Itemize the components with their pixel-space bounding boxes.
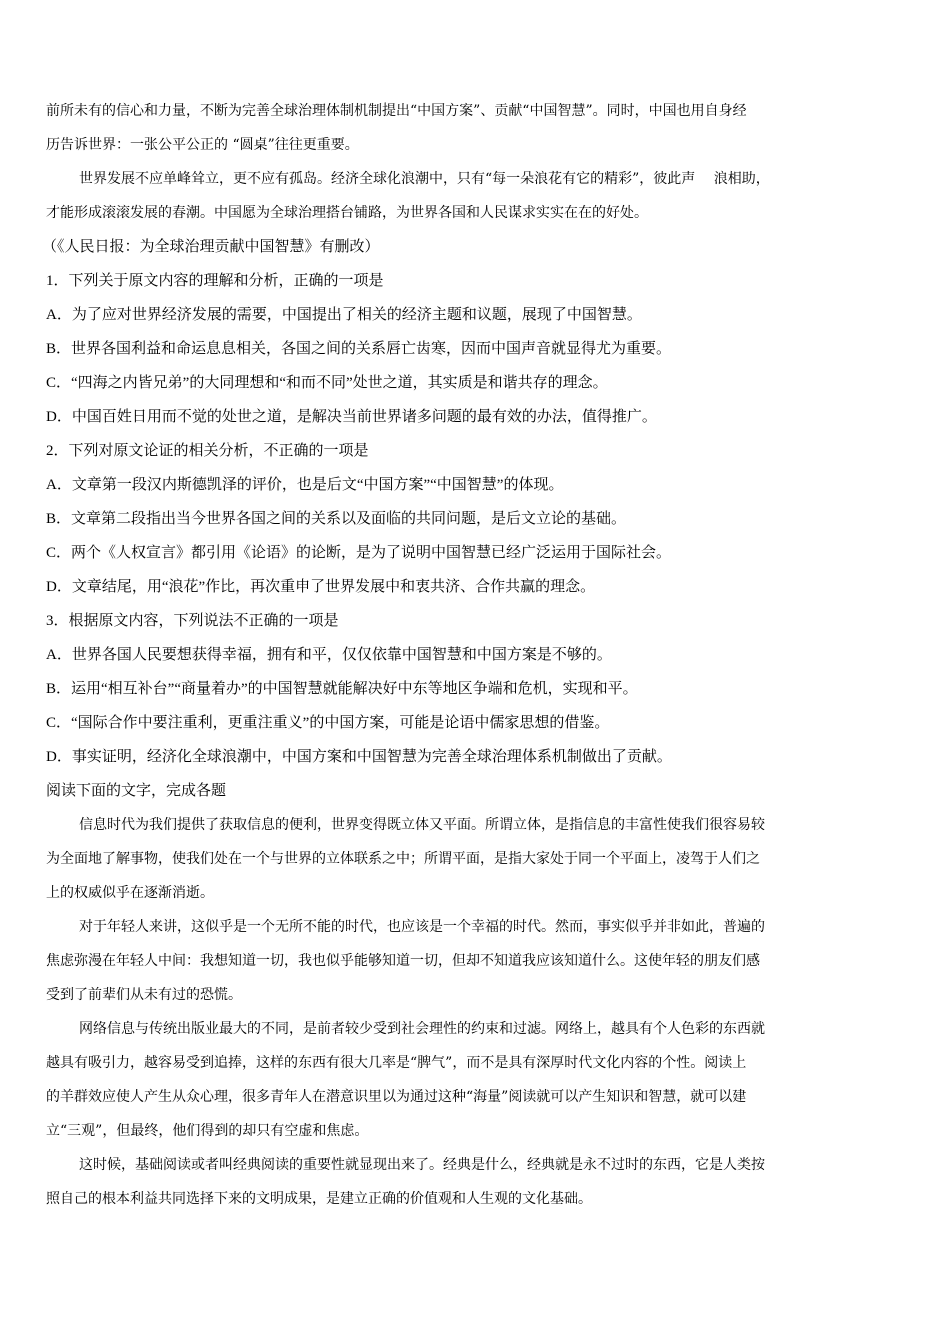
section-heading: 阅读下面的文字，完成各题 bbox=[46, 783, 227, 799]
paragraph-4 bbox=[46, 1148, 906, 1216]
option-b[interactable]: B．文章第二段指出当今世界各国之间的关系以及面临的共同问题，是后文立论的基础。 bbox=[46, 511, 627, 527]
option-d[interactable]: D．事实证明，经济化全球浪潮中，中国方案和中国智慧为完善全球治理体系机制做出了贡献。 bbox=[46, 749, 672, 765]
option-a[interactable]: A．文章第一段汉内斯德凯泽的评价，也是后文“中国方案”“中国智慧”的体现。 bbox=[46, 477, 564, 493]
question-stem: 1．下列关于原文内容的理解和分析，正确的一项是 bbox=[46, 273, 384, 289]
paragraph-3 bbox=[46, 1012, 906, 1148]
paragraph-1 bbox=[46, 808, 906, 910]
document-page bbox=[42, 94, 906, 1216]
passage1 bbox=[42, 94, 906, 264]
paragraph-line: 越具有吸引力，越容易受到追捧，这样的东西有很大几率是“脾气”，而不是具有深厚时代文化内容的个性。阅读上 bbox=[46, 1055, 747, 1071]
paragraph-line: 上的权威似乎在逐渐消逝。 bbox=[46, 885, 214, 901]
option-c[interactable]: C．两个《人权宣言》都引用《论语》的论断，是为了说明中国智慧已经广泛运用于国际社会。 bbox=[46, 545, 672, 561]
paragraph-line: 立“三观”，但最终，他们得到的却只有空虚和焦虑。 bbox=[46, 1123, 369, 1139]
paragraph-line: 网络信息与传统出版业最大的不同，是前者较少受到社会理性的约束和过滤。网络上，越具有个人色彩的东西就 bbox=[79, 1021, 765, 1037]
paragraph-line: 信息时代为我们提供了获取信息的便利，世界变得既立体又平面。所谓立体，是指信息的丰富性使我们很容易较 bbox=[79, 817, 765, 833]
option-a[interactable]: A．为了应对世界经济发展的需要，中国提出了相关的经济主题和议题，展现了中国智慧。 bbox=[46, 307, 642, 323]
passage1-line: 才能形成滚滚发展的春潮。中国愿为全球治理搭台铺路，为世界各国和人民谋求实实在在的好处。 bbox=[46, 205, 648, 221]
option-a[interactable]: A．世界各国人民要想获得幸福，拥有和平，仅仅依靠中国智慧和中国方案是不够的。 bbox=[46, 647, 612, 663]
question-stem: 2．下列对原文论证的相关分析，不正确的一项是 bbox=[46, 443, 369, 459]
question-1 bbox=[46, 264, 906, 434]
paragraph-line: 照自己的根本利益共同选择下来的文明成果，是建立正确的价值观和人生观的文化基础。 bbox=[46, 1191, 592, 1207]
paragraph-line: 焦虑弥漫在年轻人中间：我想知道一切，我也似乎能够知道一切，但却不知道我应该知道什么。这使年轻的朋友们感 bbox=[46, 953, 760, 969]
option-b[interactable]: B．世界各国利益和命运息息相关，各国之间的关系唇亡齿寒，因而中国声音就显得尤为重要。 bbox=[46, 341, 672, 357]
option-d[interactable]: D．中国百姓日用而不觉的处世之道，是解决当前世界诸多问题的最有效的办法，值得推广。 bbox=[46, 409, 657, 425]
question-stem: 3．根据原文内容，下列说法不正确的一项是 bbox=[46, 613, 339, 629]
option-d[interactable]: D．文章结尾，用“浪花”作比，再次重申了世界发展中和衷共济、合作共赢的理念。 bbox=[46, 579, 596, 595]
passage1-line: 世界发展不应单峰耸立，更不应有孤岛。经济全球化浪潮中，只有“每一朵浪花有它的精彩”，彼此声 浪相助， bbox=[79, 171, 770, 187]
passage2 bbox=[46, 774, 906, 1216]
passage1-line: 前所未有的信心和力量，不断为完善全球治理体制机制提出“中国方案”、贡献“中国智慧”。同时，中国也用自身经 bbox=[46, 103, 747, 119]
paragraph-line: 的羊群效应使人产生从众心理，很多青年人在潜意识里以为通过这种“海量”阅读就可以产生知识和智慧，就可以建 bbox=[46, 1089, 747, 1105]
option-c[interactable]: C．“国际合作中要注重利，更重注重义”的中国方案，可能是论语中儒家思想的借鉴。 bbox=[46, 715, 610, 731]
question-3 bbox=[46, 604, 906, 774]
passage1-line: 历告诉世界：一张公平公正的 “圆桌”往往更重要。 bbox=[46, 137, 359, 153]
paragraph-2 bbox=[46, 910, 906, 1012]
source-citation: （《人民日报：为全球治理贡献中国智慧》有删改） bbox=[42, 239, 380, 255]
option-b[interactable]: B．运用“相互补台”“商量着办”的中国智慧就能解决好中东等地区争端和危机，实现和平。 bbox=[46, 681, 638, 697]
paragraph-line: 这时候，基础阅读或者叫经典阅读的重要性就显现出来了。经典是什么，经典就是永不过时的东西，它是人类按 bbox=[79, 1157, 765, 1173]
option-c[interactable]: C．“四海之内皆兄弟”的大同理想和“和而不同”处世之道，其实质是和谐共存的理念。 bbox=[46, 375, 608, 391]
paragraph-line: 为全面地了解事物，使我们处在一个与世界的立体联系之中；所谓平面，是指大家处于同一个平面上，凌驾于人们之 bbox=[46, 851, 760, 867]
paragraph-line: 对于年轻人来讲，这似乎是一个无所不能的时代，也应该是一个幸福的时代。然而，事实似乎并非如此，普遍的 bbox=[79, 919, 765, 935]
paragraph-line: 受到了前辈们从未有过的恐慌。 bbox=[46, 987, 242, 1003]
question-2 bbox=[46, 434, 906, 604]
